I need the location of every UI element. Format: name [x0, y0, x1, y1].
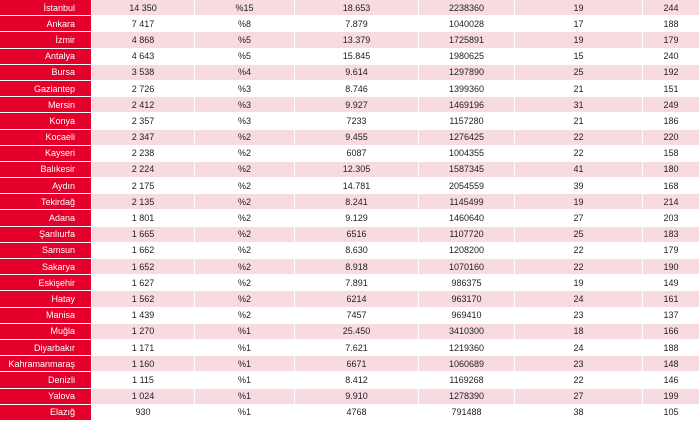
- value-cell-c4: 1157280: [419, 113, 515, 129]
- table-row: [0, 113, 700, 129]
- value-cell-c2: %1: [195, 356, 295, 372]
- value-cell-c2: %1: [195, 324, 295, 340]
- value-cell-c5: 22: [515, 259, 643, 275]
- value-cell-c1: 1 160: [92, 356, 195, 372]
- value-cell-c5: 41: [515, 162, 643, 178]
- value-cell-c2: %2: [195, 178, 295, 194]
- value-cell-c3: 4768: [295, 405, 419, 421]
- table-row: [0, 308, 700, 324]
- table-row: [0, 356, 700, 372]
- value-cell-c3: 8.746: [295, 81, 419, 97]
- value-cell-c5: 22: [515, 243, 643, 259]
- value-cell-c5: 21: [515, 113, 643, 129]
- value-cell-c1: 3 538: [92, 65, 195, 81]
- city-name-cell: Balıkesir: [0, 162, 92, 178]
- value-cell-c4: 3410300: [419, 324, 515, 340]
- value-cell-c5: 19: [515, 0, 643, 16]
- value-cell-c3: 9.927: [295, 97, 419, 113]
- value-cell-c1: 1 662: [92, 243, 195, 259]
- table-row: [0, 0, 700, 16]
- value-cell-c6: 158: [643, 146, 700, 162]
- value-cell-c6: 192: [643, 65, 700, 81]
- city-name-cell: Konya: [0, 113, 92, 129]
- value-cell-c1: 1 171: [92, 340, 195, 356]
- value-cell-c6: 148: [643, 356, 700, 372]
- table-row: [0, 178, 700, 194]
- value-cell-c3: 6516: [295, 227, 419, 243]
- value-cell-c6: 149: [643, 275, 700, 291]
- value-cell-c5: 22: [515, 146, 643, 162]
- value-cell-c6: 146: [643, 372, 700, 388]
- value-cell-c6: 244: [643, 0, 700, 16]
- table-row: [0, 130, 700, 146]
- value-cell-c4: 1060689: [419, 356, 515, 372]
- city-name-cell: Samsun: [0, 243, 92, 259]
- value-cell-c6: 179: [643, 243, 700, 259]
- value-cell-c4: 1004355: [419, 146, 515, 162]
- value-cell-c6: 203: [643, 210, 700, 226]
- value-cell-c4: 791488: [419, 405, 515, 421]
- value-cell-c1: 2 412: [92, 97, 195, 113]
- value-cell-c3: 8.918: [295, 259, 419, 275]
- city-name-cell: Kocaeli: [0, 130, 92, 146]
- value-cell-c2: %5: [195, 32, 295, 48]
- value-cell-c3: 7.891: [295, 275, 419, 291]
- value-cell-c4: 1145499: [419, 194, 515, 210]
- city-name-cell: Hatay: [0, 291, 92, 307]
- value-cell-c1: 2 238: [92, 146, 195, 162]
- value-cell-c1: 14 350: [92, 0, 195, 16]
- value-cell-c6: 190: [643, 259, 700, 275]
- value-cell-c2: %1: [195, 389, 295, 405]
- city-name-cell: Adana: [0, 210, 92, 226]
- value-cell-c4: 986375: [419, 275, 515, 291]
- city-name-cell: Yalova: [0, 389, 92, 405]
- value-cell-c2: %2: [195, 259, 295, 275]
- table-row: [0, 227, 700, 243]
- table-row: [0, 275, 700, 291]
- value-cell-c3: 6214: [295, 291, 419, 307]
- value-cell-c6: 188: [643, 340, 700, 356]
- city-name-cell: Tekirdağ: [0, 194, 92, 210]
- value-cell-c5: 24: [515, 340, 643, 356]
- value-cell-c4: 1469196: [419, 97, 515, 113]
- city-name-cell: Muğla: [0, 324, 92, 340]
- city-name-cell: Sakarya: [0, 259, 92, 275]
- table-row: [0, 324, 700, 340]
- value-cell-c4: 1169268: [419, 372, 515, 388]
- value-cell-c3: 14.781: [295, 178, 419, 194]
- value-cell-c1: 2 175: [92, 178, 195, 194]
- table-row: [0, 372, 700, 388]
- value-cell-c6: 168: [643, 178, 700, 194]
- value-cell-c5: 23: [515, 308, 643, 324]
- value-cell-c3: 15.845: [295, 49, 419, 65]
- value-cell-c1: 1 627: [92, 275, 195, 291]
- value-cell-c2: %1: [195, 372, 295, 388]
- value-cell-c1: 2 726: [92, 81, 195, 97]
- value-cell-c1: 2 135: [92, 194, 195, 210]
- city-name-cell: Antalya: [0, 49, 92, 65]
- value-cell-c4: 2054559: [419, 178, 515, 194]
- value-cell-c3: 7233: [295, 113, 419, 129]
- city-name-cell: Mersin: [0, 97, 92, 113]
- value-cell-c5: 38: [515, 405, 643, 421]
- value-cell-c5: 39: [515, 178, 643, 194]
- table-row: [0, 32, 700, 48]
- value-cell-c2: %2: [195, 130, 295, 146]
- value-cell-c4: 963170: [419, 291, 515, 307]
- city-name-cell: İstanbul: [0, 0, 92, 16]
- city-name-cell: Elazığ: [0, 405, 92, 421]
- value-cell-c2: %2: [195, 243, 295, 259]
- table-row: [0, 16, 700, 32]
- value-cell-c1: 2 224: [92, 162, 195, 178]
- value-cell-c4: 969410: [419, 308, 515, 324]
- value-cell-c5: 23: [515, 356, 643, 372]
- value-cell-c2: %2: [195, 162, 295, 178]
- table-row: [0, 389, 700, 405]
- table-row: [0, 259, 700, 275]
- value-cell-c1: 1 270: [92, 324, 195, 340]
- value-cell-c2: %2: [195, 308, 295, 324]
- city-name-cell: Manisa: [0, 308, 92, 324]
- value-cell-c5: 27: [515, 389, 643, 405]
- value-cell-c5: 31: [515, 97, 643, 113]
- value-cell-c2: %2: [195, 227, 295, 243]
- city-name-cell: İzmir: [0, 32, 92, 48]
- table-row: [0, 210, 700, 226]
- value-cell-c3: 7457: [295, 308, 419, 324]
- value-cell-c5: 25: [515, 65, 643, 81]
- value-cell-c5: 21: [515, 81, 643, 97]
- value-cell-c1: 7 417: [92, 16, 195, 32]
- value-cell-c5: 22: [515, 372, 643, 388]
- value-cell-c5: 18: [515, 324, 643, 340]
- table-row: [0, 49, 700, 65]
- value-cell-c3: 12.305: [295, 162, 419, 178]
- value-cell-c4: 2238360: [419, 0, 515, 16]
- value-cell-c4: 1980625: [419, 49, 515, 65]
- value-cell-c1: 2 357: [92, 113, 195, 129]
- value-cell-c3: 6671: [295, 356, 419, 372]
- value-cell-c2: %4: [195, 65, 295, 81]
- city-name-cell: Ankara: [0, 16, 92, 32]
- value-cell-c6: 183: [643, 227, 700, 243]
- value-cell-c3: 13.379: [295, 32, 419, 48]
- value-cell-c1: 1 115: [92, 372, 195, 388]
- value-cell-c6: 220: [643, 130, 700, 146]
- value-cell-c3: 6087: [295, 146, 419, 162]
- value-cell-c6: 137: [643, 308, 700, 324]
- value-cell-c2: %2: [195, 146, 295, 162]
- city-name-cell: Kahramanmaraş: [0, 356, 92, 372]
- value-cell-c6: 199: [643, 389, 700, 405]
- value-cell-c2: %5: [195, 49, 295, 65]
- table-row: [0, 65, 700, 81]
- value-cell-c6: 249: [643, 97, 700, 113]
- value-cell-c1: 2 347: [92, 130, 195, 146]
- value-cell-c2: %8: [195, 16, 295, 32]
- value-cell-c1: 930: [92, 405, 195, 421]
- city-name-cell: Diyarbakır: [0, 340, 92, 356]
- value-cell-c5: 19: [515, 194, 643, 210]
- value-cell-c3: 8.630: [295, 243, 419, 259]
- value-cell-c2: %3: [195, 113, 295, 129]
- value-cell-c4: 1460640: [419, 210, 515, 226]
- city-name-cell: Denizli: [0, 372, 92, 388]
- value-cell-c6: 186: [643, 113, 700, 129]
- value-cell-c4: 1276425: [419, 130, 515, 146]
- value-cell-c4: 1725891: [419, 32, 515, 48]
- table-row: [0, 162, 700, 178]
- city-name-cell: Eskişehir: [0, 275, 92, 291]
- value-cell-c2: %1: [195, 405, 295, 421]
- value-cell-c1: 1 562: [92, 291, 195, 307]
- value-cell-c3: 7.621: [295, 340, 419, 356]
- value-cell-c2: %2: [195, 291, 295, 307]
- table-row: [0, 97, 700, 113]
- value-cell-c3: 9.129: [295, 210, 419, 226]
- value-cell-c2: %2: [195, 210, 295, 226]
- value-cell-c6: 151: [643, 81, 700, 97]
- table-row: [0, 194, 700, 210]
- value-cell-c6: 166: [643, 324, 700, 340]
- value-cell-c4: 1297890: [419, 65, 515, 81]
- value-cell-c4: 1070160: [419, 259, 515, 275]
- value-cell-c5: 19: [515, 32, 643, 48]
- value-cell-c1: 4 868: [92, 32, 195, 48]
- value-cell-c3: 9.614: [295, 65, 419, 81]
- value-cell-c3: 8.412: [295, 372, 419, 388]
- value-cell-c4: 1278390: [419, 389, 515, 405]
- value-cell-c6: 161: [643, 291, 700, 307]
- value-cell-c4: 1208200: [419, 243, 515, 259]
- value-cell-c4: 1219360: [419, 340, 515, 356]
- table-row: [0, 243, 700, 259]
- city-name-cell: Gaziantep: [0, 81, 92, 97]
- value-cell-c4: 1587345: [419, 162, 515, 178]
- value-cell-c5: 27: [515, 210, 643, 226]
- value-cell-c3: 7.879: [295, 16, 419, 32]
- value-cell-c1: 1 024: [92, 389, 195, 405]
- value-cell-c5: 22: [515, 130, 643, 146]
- value-cell-c6: 179: [643, 32, 700, 48]
- table-row: [0, 291, 700, 307]
- value-cell-c5: 25: [515, 227, 643, 243]
- value-cell-c1: 4 643: [92, 49, 195, 65]
- value-cell-c6: 188: [643, 16, 700, 32]
- city-name-cell: Kayseri: [0, 146, 92, 162]
- value-cell-c2: %3: [195, 97, 295, 113]
- value-cell-c4: 1399360: [419, 81, 515, 97]
- table-row: [0, 81, 700, 97]
- city-name-cell: Aydın: [0, 178, 92, 194]
- value-cell-c1: 1 439: [92, 308, 195, 324]
- value-cell-c3: 8.241: [295, 194, 419, 210]
- value-cell-c2: %1: [195, 340, 295, 356]
- value-cell-c6: 240: [643, 49, 700, 65]
- table-row: [0, 340, 700, 356]
- value-cell-c3: 9.910: [295, 389, 419, 405]
- value-cell-c3: 25.450: [295, 324, 419, 340]
- table-row: [0, 146, 700, 162]
- value-cell-c2: %2: [195, 275, 295, 291]
- value-cell-c5: 24: [515, 291, 643, 307]
- value-cell-c2: %3: [195, 81, 295, 97]
- value-cell-c3: 9.455: [295, 130, 419, 146]
- value-cell-c3: 18.653: [295, 0, 419, 16]
- value-cell-c1: 1 652: [92, 259, 195, 275]
- value-cell-c1: 1 801: [92, 210, 195, 226]
- value-cell-c6: 180: [643, 162, 700, 178]
- value-cell-c2: %15: [195, 0, 295, 16]
- value-cell-c4: 1107720: [419, 227, 515, 243]
- value-cell-c6: 214: [643, 194, 700, 210]
- city-name-cell: Şanlıurfa: [0, 227, 92, 243]
- table-row: [0, 405, 700, 421]
- city-name-cell: Bursa: [0, 65, 92, 81]
- value-cell-c5: 19: [515, 275, 643, 291]
- value-cell-c6: 105: [643, 405, 700, 421]
- value-cell-c5: 15: [515, 49, 643, 65]
- value-cell-c5: 17: [515, 16, 643, 32]
- value-cell-c4: 1040028: [419, 16, 515, 32]
- value-cell-c1: 1 665: [92, 227, 195, 243]
- value-cell-c2: %2: [195, 194, 295, 210]
